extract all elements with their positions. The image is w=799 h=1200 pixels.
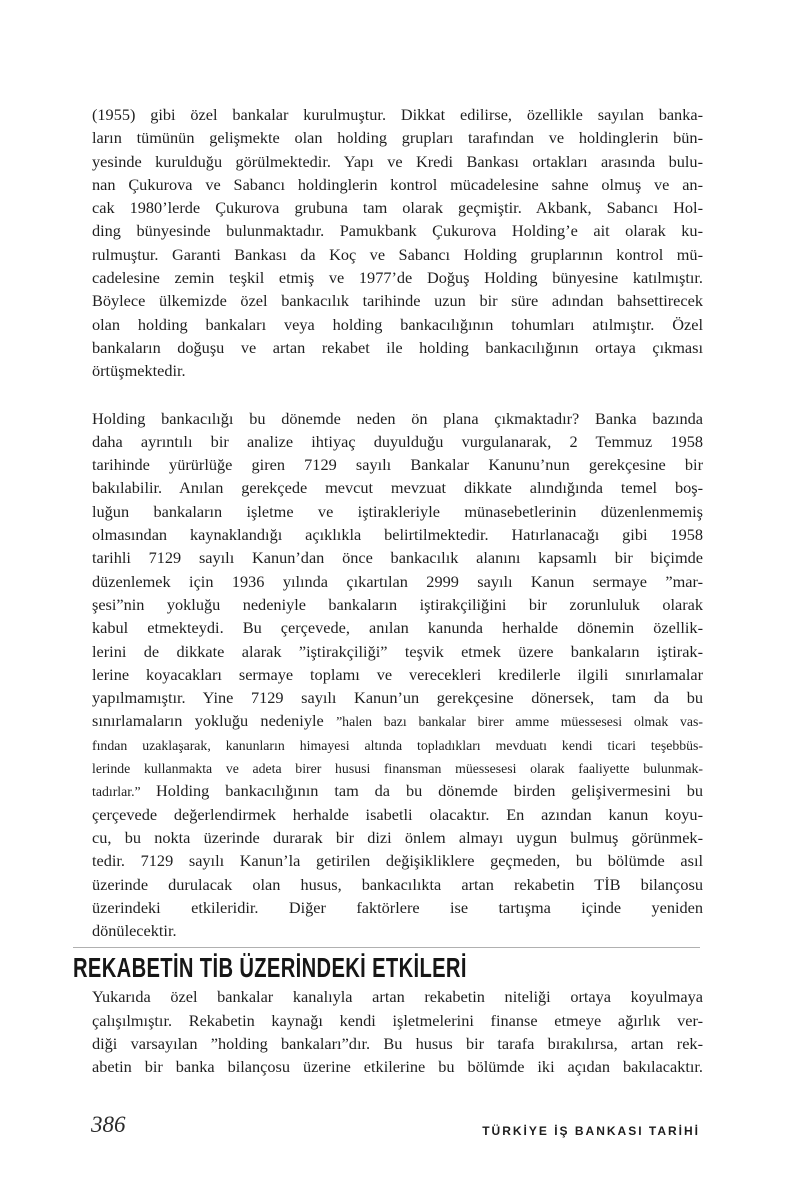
text-line: bankaların doğuşu ve artan rekabet ile holding bankacılığının ortaya çıkması [92,337,703,357]
text-line: sınırlamaların yokluğu nedeniyle ”halen bazı bankalar birer amme müessesesi olmak vas- [92,711,703,731]
text-line: çerçevede değerlendirmek herhalde isabetli olacaktır. En azından kanun koyu- [92,804,703,824]
text-line: Holding bankacılığı bu dönemde neden ön plana çıkmaktadır? Banka bazında [92,408,703,428]
text-line: Yukarıda özel bankalar kanalıyla artan rekabetin niteliği ortaya koyulmaya [92,987,703,1007]
text-line: tedir. 7129 sayılı Kanun’la getirilen değişikliklere geçmeden, bu bölümde asıl [92,851,703,871]
section-heading-text: REKABETİN TİB ÜZERİNDEKİ ETKİLERİ [73,952,467,984]
text-line: tarihli 7129 sayılı Kanun’dan önce bankacılık alanını kapsamlı bir biçimde [92,548,703,568]
text-line: bakılabilir. Anılan gerekçede mevcut mevzuat dikkate alındığında temel boş- [92,478,703,498]
running-title: TÜRKİYE İŞ BANKASI TARİHİ [482,1124,700,1138]
text-line: tadırlar.” Holding bankacılığının tam da bu dönemde birden gelişivermesini bu [92,781,703,801]
text-line: fından uzaklaşarak, kanunların himayesi altında topladıkları mevduatı kendi ticari teşebbüs- [92,737,703,753]
text-line: daha ayrıntılı bir analize ihtiyaç duyulduğu vurgulanarak, 2 Temmuz 1958 [92,431,703,451]
page-number: 386 [91,1112,126,1137]
text-line: dönülecektir. [92,921,177,941]
text-line: lerinde kullanmakta ve adeta birer hususi finansman müessesesi olarak faaliyette bulunmak- [92,761,703,777]
text-line: örtüşmektedir. [92,361,186,381]
text-line: luğun bankaların işletme ve iştirakleriyle münasebetlerinin düzenlenmemiş [92,501,703,521]
text-line: yapılmamıştır. Yine 7129 sayılı Kanun’un gerekçesine dönersek, tam da bu [92,688,703,708]
text-line: lerini de dikkate alarak ”iştirakçiliği” teşvik etmek üzere bankaların iştirak- [92,641,703,661]
paragraph-2 [92,407,703,943]
text-line: üzerindeki etkileridir. Diğer faktörlere ise tartışma içinde yeniden [92,897,703,917]
text-line: yesinde kurulduğu görülmektedir. Yapı ve Kredi Bankası ortakları arasında bulu- [92,151,703,171]
text-line: cadelesine zemin teşkil etmiş ve 1977’de Doğuş Holding bünyesine katılmıştır. [92,268,703,288]
section-paragraph [92,985,703,1078]
text-line: tarihinde yürürlüğe giren 7129 sayılı Bankalar Kanunu’nun gerekçesine bir [92,455,703,475]
section-heading [73,954,703,982]
text-line: diği varsayılan ”holding bankaları”dır. Bu husus bir tarafa bırakılırsa, artan rek- [92,1033,703,1053]
text-line: Böylece ülkemizde özel bankacılık tarihinde uzun bir süre adından bahsettirecek [92,291,703,311]
paragraph-1 [92,103,703,383]
text-line: rulmuştur. Garanti Bankası da Koç ve Sabancı Holding gruplarının kontrol mü- [92,244,703,264]
section-divider [73,947,700,948]
text-line: abetin bir banka bilançosu üzerine etkilerine bu bölümde iki açıdan bakılacaktır. [92,1057,703,1077]
text-line: olmasından kaynaklandığı açıklıkla belirtilmektedir. Hatırlanacağı gibi 1958 [92,525,703,545]
text-line: kabul etmekteydi. Bu çerçevede, anılan kanunda herhalde dönemin özellik- [92,618,703,638]
text-line: ların tümünün gelişmekte olan holding grupları tarafından ve holdinglerin bün- [92,128,703,148]
text-line: düzenlemek için 1936 yılında çıkartılan 2999 sayılı Kanun sermaye ”mar- [92,571,703,591]
text-line: ding bünyesinde bulunmaktadır. Pamukbank Çukurova Holding’e ait olarak ku- [92,221,703,241]
text-line: üzerinde durulacak olan husus, bankacılıkta artan rekabetin TİB bilançosu [92,874,703,894]
text-line: lerine koyacakları sermaye toplamı ve verecekleri kredilerle ilgili sınırlamalar [92,664,703,684]
text-column [73,103,703,1079]
text-line: cak 1980’lerde Çukurova grubuna tam olarak geçmiştir. Akbank, Sabancı Hol- [92,198,703,218]
text-line: çalışılmıştır. Rekabetin kaynağı kendi işletmelerini finanse etmeye ağırlık ver- [92,1010,703,1030]
text-line: şesi”nin yokluğu nedeniyle bankaların iştirakçiliğini bir zorunluluk olarak [92,594,703,614]
text-line: nan Çukurova ve Sabancı holdinglerin kontrol mücadelesine sahne olmuş ve an- [92,174,703,194]
text-line: cu, bu nokta üzerinde durarak bir dizi önlem almayı uygun bulmuş görünmek- [92,827,703,847]
text-line: (1955) gibi özel bankalar kurulmuştur. Dikkat edilirse, özellikle sayılan banka- [92,105,703,124]
text-line: olan holding bankaları veya holding bankacılığının tohumları atılmıştır. Özel [92,314,703,334]
